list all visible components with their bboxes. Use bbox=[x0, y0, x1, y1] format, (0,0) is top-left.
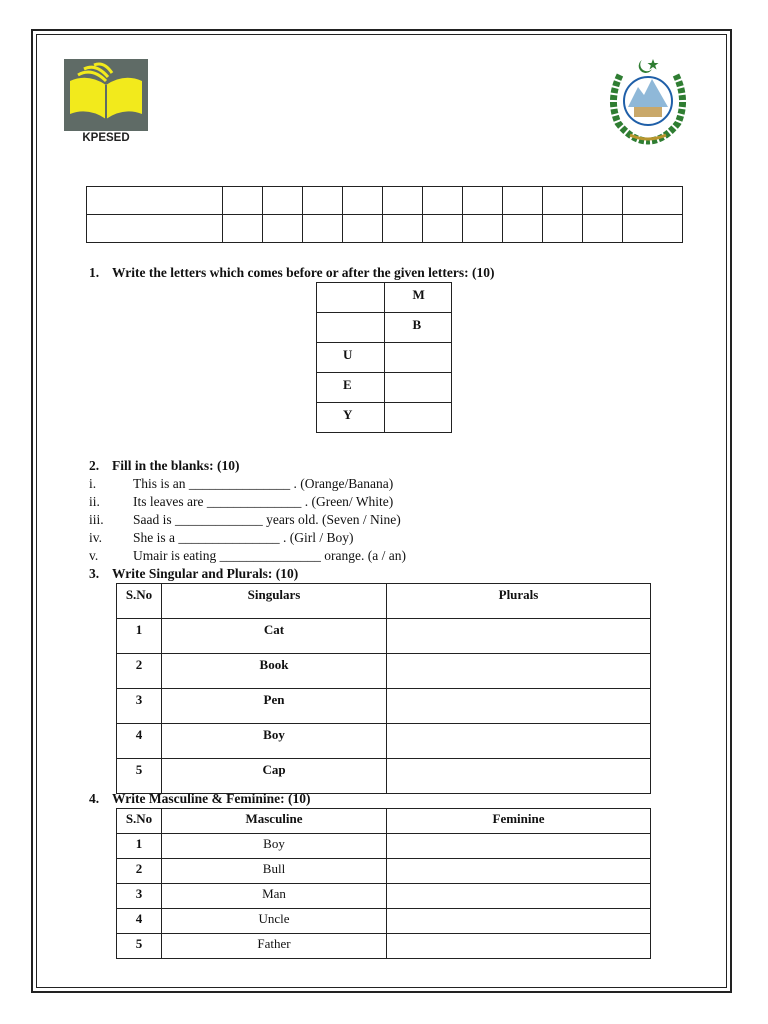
sno-cell: 3 bbox=[117, 689, 162, 724]
sno-cell: 5 bbox=[117, 934, 162, 959]
letter-cell[interactable] bbox=[384, 343, 452, 373]
item-number: v. bbox=[89, 548, 99, 563]
word-cell: Cap bbox=[162, 759, 387, 794]
question-number: 4. bbox=[89, 791, 100, 806]
grid-cell[interactable] bbox=[343, 187, 383, 215]
grid-cell[interactable] bbox=[463, 187, 503, 215]
item-text: She is a _______________ . (Girl / Boy) bbox=[133, 530, 354, 545]
question-title: Write Masculine & Feminine: (10) bbox=[112, 791, 311, 806]
sno-cell: 2 bbox=[117, 654, 162, 689]
grid-cell[interactable] bbox=[87, 187, 223, 215]
letter-cell[interactable] bbox=[317, 283, 385, 313]
column-header: Plurals bbox=[387, 584, 651, 619]
word-cell: Cat bbox=[162, 619, 387, 654]
government-emblem-icon bbox=[606, 55, 690, 145]
question-title: Write Singular and Plurals: (10) bbox=[112, 566, 299, 581]
letter-cell[interactable] bbox=[384, 373, 452, 403]
word-cell: Boy bbox=[162, 724, 387, 759]
word-cell: Father bbox=[162, 934, 387, 959]
table-row bbox=[117, 884, 651, 909]
grid-cell[interactable] bbox=[383, 187, 423, 215]
table-row bbox=[117, 934, 651, 959]
column-header: Feminine bbox=[387, 809, 651, 834]
table-header-row bbox=[117, 584, 651, 619]
grid-cell[interactable] bbox=[423, 187, 463, 215]
item-text: This is an _______________ . (Orange/Banana) bbox=[133, 476, 394, 491]
answer-cell[interactable] bbox=[387, 689, 651, 724]
item-text: Umair is eating _______________ orange. (a / an) bbox=[133, 548, 406, 563]
answer-cell[interactable] bbox=[387, 859, 651, 884]
kpesed-logo-text: KPESED bbox=[82, 132, 130, 144]
list-item[interactable] bbox=[89, 511, 406, 529]
grid-cell[interactable] bbox=[543, 215, 583, 243]
table-row bbox=[317, 313, 452, 343]
table-row bbox=[117, 859, 651, 884]
list-item[interactable] bbox=[89, 529, 406, 547]
grid-cell[interactable] bbox=[87, 215, 223, 243]
answer-cell[interactable] bbox=[387, 934, 651, 959]
table-row bbox=[117, 909, 651, 934]
list-item[interactable] bbox=[89, 493, 406, 511]
grid-cell[interactable] bbox=[263, 215, 303, 243]
question-title: Write the letters which comes before or after the given letters: (10) bbox=[112, 265, 495, 280]
grid-cell[interactable] bbox=[303, 215, 343, 243]
table-row bbox=[117, 834, 651, 859]
sno-cell: 4 bbox=[117, 909, 162, 934]
kpesed-logo-icon bbox=[64, 59, 148, 144]
question-number: 2. bbox=[89, 458, 100, 473]
word-cell: Man bbox=[162, 884, 387, 909]
question-4-heading bbox=[89, 791, 310, 807]
sno-cell: 1 bbox=[117, 834, 162, 859]
table-row bbox=[317, 343, 452, 373]
answer-cell[interactable] bbox=[387, 884, 651, 909]
grid-cell[interactable] bbox=[543, 187, 583, 215]
word-cell: Boy bbox=[162, 834, 387, 859]
grid-cell[interactable] bbox=[383, 215, 423, 243]
answer-cell[interactable] bbox=[387, 909, 651, 934]
grid-cell[interactable] bbox=[463, 215, 503, 243]
list-item[interactable] bbox=[89, 547, 406, 565]
question-number: 1. bbox=[89, 265, 100, 280]
letter-cell[interactable]: U bbox=[317, 343, 385, 373]
letter-cell[interactable] bbox=[317, 313, 385, 343]
grid-cell[interactable] bbox=[503, 215, 543, 243]
grid-cell[interactable] bbox=[623, 215, 683, 243]
letter-cell[interactable]: B bbox=[384, 313, 452, 343]
column-header: S.No bbox=[117, 809, 162, 834]
table-row bbox=[117, 654, 651, 689]
item-number: i. bbox=[89, 476, 97, 491]
word-cell: Uncle bbox=[162, 909, 387, 934]
word-cell: Pen bbox=[162, 689, 387, 724]
table-row bbox=[87, 215, 683, 243]
list-item[interactable] bbox=[89, 475, 406, 493]
grid-cell[interactable] bbox=[583, 187, 623, 215]
table-row bbox=[117, 759, 651, 794]
grid-cell[interactable] bbox=[303, 187, 343, 215]
grid-cell[interactable] bbox=[343, 215, 383, 243]
sno-cell: 4 bbox=[117, 724, 162, 759]
singular-plural-table bbox=[116, 583, 651, 794]
question-1-heading bbox=[89, 265, 495, 281]
answer-cell[interactable] bbox=[387, 724, 651, 759]
table-row bbox=[317, 283, 452, 313]
item-number: ii. bbox=[89, 494, 100, 509]
letter-cell[interactable] bbox=[384, 403, 452, 433]
letters-table bbox=[316, 282, 452, 433]
grid-cell[interactable] bbox=[623, 187, 683, 215]
grid-cell[interactable] bbox=[263, 187, 303, 215]
table-row bbox=[317, 403, 452, 433]
column-header: Masculine bbox=[162, 809, 387, 834]
column-header: Singulars bbox=[162, 584, 387, 619]
table-row bbox=[117, 724, 651, 759]
answer-cell[interactable] bbox=[387, 654, 651, 689]
student-info-grid bbox=[86, 186, 683, 243]
grid-cell[interactable] bbox=[223, 215, 263, 243]
sno-cell: 1 bbox=[117, 619, 162, 654]
item-number: iii. bbox=[89, 512, 104, 527]
column-header: S.No bbox=[117, 584, 162, 619]
table-header-row bbox=[117, 809, 651, 834]
fill-blanks-list bbox=[89, 475, 406, 565]
question-number: 3. bbox=[89, 566, 100, 581]
letter-cell[interactable]: M bbox=[384, 283, 452, 313]
answer-cell[interactable] bbox=[387, 834, 651, 859]
table-row bbox=[87, 187, 683, 215]
sno-cell: 3 bbox=[117, 884, 162, 909]
grid-cell[interactable] bbox=[423, 215, 463, 243]
grid-cell[interactable] bbox=[583, 215, 623, 243]
letter-cell[interactable]: Y bbox=[317, 403, 385, 433]
table-row bbox=[117, 689, 651, 724]
table-row bbox=[117, 619, 651, 654]
table-row bbox=[317, 373, 452, 403]
letter-cell[interactable]: E bbox=[317, 373, 385, 403]
sno-cell: 5 bbox=[117, 759, 162, 794]
item-number: iv. bbox=[89, 530, 102, 545]
question-title: Fill in the blanks: (10) bbox=[112, 458, 240, 473]
word-cell: Book bbox=[162, 654, 387, 689]
item-text: Its leaves are ______________ . (Green/ White) bbox=[133, 494, 394, 509]
sno-cell: 2 bbox=[117, 859, 162, 884]
grid-cell[interactable] bbox=[503, 187, 543, 215]
answer-cell[interactable] bbox=[387, 619, 651, 654]
masculine-feminine-table bbox=[116, 808, 651, 959]
grid-cell[interactable] bbox=[223, 187, 263, 215]
question-3-heading bbox=[89, 566, 298, 582]
answer-cell[interactable] bbox=[387, 759, 651, 794]
question-2-heading bbox=[89, 458, 240, 474]
word-cell: Bull bbox=[162, 859, 387, 884]
item-text: Saad is _____________ years old. (Seven / Nine) bbox=[133, 512, 401, 527]
